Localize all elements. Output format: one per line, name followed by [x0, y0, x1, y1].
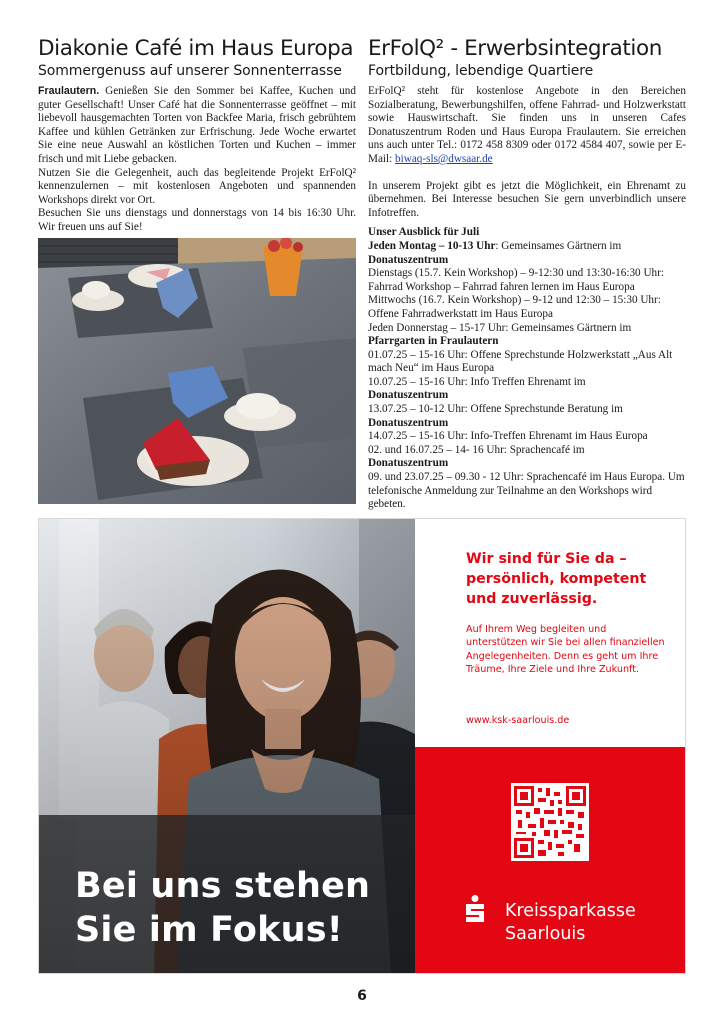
ad-slogan-line-2: Sie im Fokus!	[75, 910, 343, 950]
ad-body: Auf Ihrem Weg begleiten und unterstützen wir Sie bei allen finanziellen Angelegenheiten. Denn es geht um Ihre Träume, Ihre Ziele und Ihre Zukunft.	[466, 624, 665, 676]
right-article-p2: In unserem Projekt gibt es jetzt die Möglichkeit, ein Ehrenamt zu übernehmen. Bei Interesse besuchen Sie gern unverbindlich unsere Infotreffen.	[368, 179, 686, 219]
bank-advertisement	[38, 518, 686, 974]
qr-code[interactable]	[511, 783, 589, 861]
schedule-item-9: 02. und 16.07.25 – 14- 16 Uhr: Sprachencafé im	[368, 443, 585, 456]
schedule-item-6-place: Donatuszentrum	[368, 389, 449, 402]
right-article	[368, 36, 686, 512]
ad-slogan	[75, 864, 405, 952]
bank-name-line-1: Kreissparkasse	[505, 901, 636, 921]
schedule-item-1-place: Donatuszentrum	[368, 253, 449, 266]
bank-name-line-2: Saarlouis	[505, 924, 586, 944]
left-article-subtitle: Sommergenuss auf unserer Sonnenterrasse	[38, 63, 342, 79]
left-article-title: Diakonie Café im Haus Europa	[38, 36, 354, 61]
schedule-item-1-time: Jeden Montag – 10-13 Uhr	[368, 239, 496, 252]
ad-headline: Wir sind für Sie da – persönlich, kompetent und zuverlässig.	[466, 551, 647, 607]
schedule-item-5: 01.07.25 – 15-16 Uhr: Offene Sprechstunde Holzwerkstatt „Aus Alt mach Neu“ im Haus Europa	[368, 348, 673, 375]
bank-name	[505, 900, 636, 946]
schedule-item-3: Mittwochs (16.7. Kein Workshop) – 9-12 und 12:30 – 15:30 Uhr: Offene Fahrradwerkstatt im Haus Europa	[368, 294, 661, 320]
schedule-item-7-place: Donatuszentrum	[368, 416, 449, 429]
schedule-item-1: : Gemeinsames Gärtnern im	[495, 239, 622, 252]
schedule-item-4: Jeden Donnerstag – 15-17 Uhr: Gemeinsames Gärtnern im	[368, 321, 632, 334]
left-article	[38, 36, 356, 235]
page-number: 6	[357, 988, 367, 1004]
schedule-title: Unser Ausblick für Juli	[368, 226, 480, 239]
right-article-title: ErFolQ² - Erwerbsintegration	[368, 36, 662, 61]
left-article-body	[38, 85, 356, 235]
ad-website-link[interactable]: www.ksk-saarlouis.de	[466, 715, 570, 726]
left-article-p3: Besuchen Sie uns dienstags und donnerstags von 14 bis 16:30 Uhr. Wir freuen uns auf Sie!	[38, 207, 356, 233]
left-article-lead: Fraulautern.	[38, 85, 100, 97]
cafe-photo	[38, 238, 356, 504]
right-article-p1: ErFolQ² steht für kostenlose Angebote in den Bereichen Sozialberatung, Bewerbungshilfen, offene Fahrrad- und Holzwerkstatt sowie Hauswirtschaft. Sie finden uns in unseren Cafes Donatuszentrum Roden und Haus Europa Fraulautern. Sie erreichen uns auch unter Tel.: 0172 458 8309 oder 0172 4584 407, sowie per E-Mail:	[368, 85, 686, 165]
left-article-p1: Genießen Sie den Sommer bei Kaffee, Kuchen und guter Gesellschaft! Unser Café hat die Sonnenterrasse geöffnet – mit liebevoll hausgemachten Torten von Backfee Maria, frisch gebrühtem Kaffee und kühlen Getränken zur Erfrischung. Jede Woche erwartet Sie eine neue Auswahl an köstlichen Torten und Kuchen – immer frisch und mit Liebe gebacken.	[38, 85, 356, 165]
ad-slogan-line-1: Bei uns stehen	[75, 866, 371, 906]
schedule-item-8: 14.07.25 – 15-16 Uhr: Info-Treffen Ehrenamt im Haus Europa	[368, 430, 648, 443]
schedule-item-9-place: Donatuszentrum	[368, 457, 449, 470]
ad-brand-panel	[415, 747, 685, 973]
right-article-subtitle: Fortbildung, lebendige Quartiere	[368, 63, 594, 79]
left-article-p2: Nutzen Sie die Gelegenheit, auch das begleitende Projekt ErFolQ² kennenzulernen – mit kostenlosen Angeboten und spannenden Workshops direkt vor Ort.	[38, 166, 356, 206]
sparkasse-logo-icon	[463, 895, 487, 925]
ad-photo	[39, 519, 415, 973]
schedule-item-2: Dienstags (15.7. Kein Workshop) – 9-12:30 und 13:30-16:30 Uhr: Fahrrad Workshop – Fahrrad fahren lernen im Haus Europa	[368, 267, 664, 293]
schedule-item-6: 10.07.25 – 15-16 Uhr: Info Treffen Ehrenamt im	[368, 375, 586, 388]
email-link[interactable]: biwaq-sls@dwsaar.de	[395, 152, 493, 165]
schedule-item-4-place: Pfarrgarten in Fraulautern	[368, 335, 499, 348]
right-article-body	[368, 85, 686, 512]
schedule-item-10: 09. und 23.07.25 – 09.30 - 12 Uhr: Sprachencafé im Haus Europa. Um telefonische Anmeldung zur Teilnahme an den Workshops wird gebeten.	[368, 471, 685, 511]
schedule-item-7: 13.07.25 – 10-12 Uhr: Offene Sprechstunde Beratung im	[368, 403, 623, 416]
